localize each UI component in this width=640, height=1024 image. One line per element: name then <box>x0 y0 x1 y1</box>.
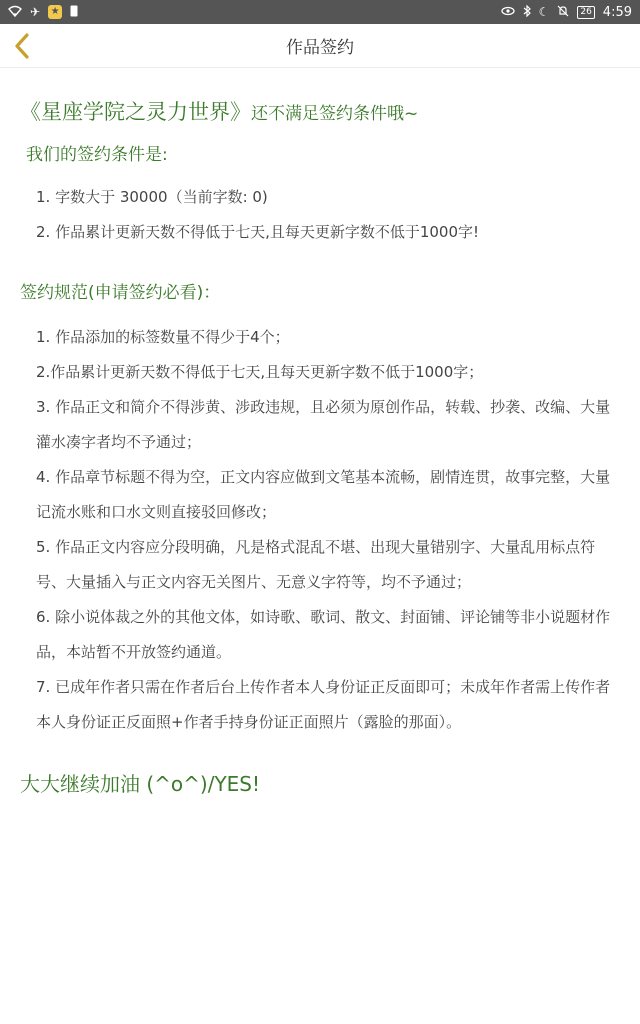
cheer-message: 大大继续加油 (^o^)/YES! <box>20 772 261 796</box>
eye-icon <box>501 6 515 18</box>
page-title: 作品签约 <box>286 38 354 58</box>
nav-bar <box>0 24 640 68</box>
wifi-icon <box>8 5 22 19</box>
conditions-list <box>36 180 616 250</box>
bluetooth-icon <box>523 5 531 19</box>
spec-item: 1. 作品添加的标签数量不得少于4个； <box>36 328 290 346</box>
work-title-suffix: 还不满足签约条件哦~ <box>251 104 419 124</box>
bell-off-icon <box>557 5 569 19</box>
moon-icon: ☾ <box>538 5 550 19</box>
status-right-icons <box>501 5 632 20</box>
sim-icon <box>70 5 78 19</box>
conditions-heading: 我们的签约条件是: <box>26 145 168 165</box>
spec-item: 3. 作品正文和简介不得涉黄、涉政违规，且必须为原创作品，转载、抄袭、改编、大量灌水凑字者均不予通过； <box>36 398 611 451</box>
spec-item: 7. 已成年作者只需在作者后台上传作者本人身份证正反面即可；未成年作者需上传作者本人身份证正反面照+作者手持身份证正面照片（露脸的那面）。 <box>36 678 611 731</box>
spec-item: 5. 作品正文内容应分段明确，凡是格式混乱不堪、出现大量错别字、大量乱用标点符号、大量插入与正文内容无关图片、无意义字符等，均不予通过； <box>36 538 596 591</box>
battery-indicator: 26 <box>577 6 594 19</box>
status-left-icons <box>8 5 78 19</box>
chevron-left-icon <box>12 33 32 59</box>
status-bar <box>0 0 640 24</box>
airplane-icon: ✈ <box>30 5 41 19</box>
spec-list <box>36 320 616 740</box>
condition-item: 2. 作品累计更新天数不得低于七天,且每天更新字数不低于1000字! <box>36 223 480 241</box>
back-button[interactable] <box>6 30 38 62</box>
spec-item: 4. 作品章节标题不得为空，正文内容应做到文笔基本流畅，剧情连贯，故事完整，大量记流水账和口水文则直接驳回修改； <box>36 468 611 521</box>
spec-item: 2.作品累计更新天数不得低于七天,且每天更新字数不低于1000字； <box>36 363 484 381</box>
status-time: 4:59 <box>602 4 632 20</box>
spec-heading: 签约规范(申请签约必看)： <box>20 283 221 303</box>
work-title-line <box>20 96 418 126</box>
notification-icon: ★ <box>48 5 62 19</box>
spec-item: 6. 除小说体裁之外的其他文体，如诗歌、歌词、散文、封面铺、评论铺等非小说题材作品，本站暂不开放签约通道。 <box>36 608 611 661</box>
work-title: 《星座学院之灵力世界》 <box>20 100 251 124</box>
condition-item: 1. 字数大于 30000（当前字数: 0) <box>36 188 268 206</box>
